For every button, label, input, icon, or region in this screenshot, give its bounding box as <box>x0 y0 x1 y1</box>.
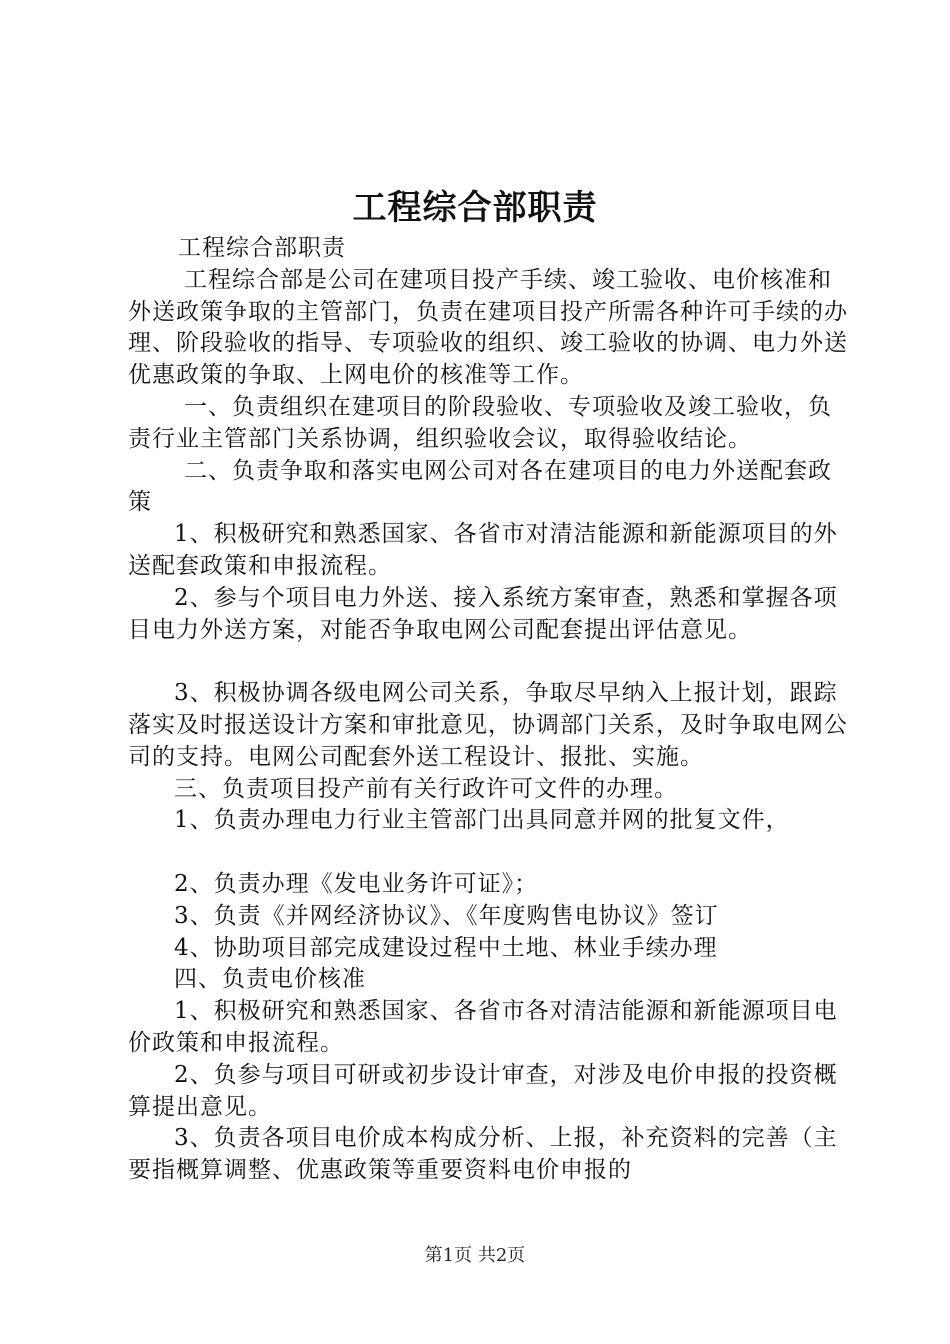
paragraph-section-1: 一、负责组织在建项目的阶段验收、专项验收及竣工验收，负责行业主管部门关系协调，组织验收会议，取得验收结论。 <box>128 393 832 452</box>
paragraph-section-4-item-2: 2、负参与项目可研或初步设计审查，对涉及电价申报的投资概算提出意见。 <box>128 1061 838 1120</box>
paragraph-section-3-item-4: 4、协助项目部完成建设过程中土地、林业手续办理 <box>174 934 718 961</box>
paragraph-intro: 工程综合部是公司在建项目投产手续、竣工验收、电价核准和外送政策争取的主管部门，负责在建项目投产所需各种许可手续的办理、阶段验收的指导、专项验收的组织、竣工验收的协调、电力外送优惠政策的争取、上网电价的核准等工作。 <box>128 266 848 389</box>
paragraph-section-4-item-3: 3、负责各项目电价成本构成分析、上报，补充资料的完善（主要指概算调整、优惠政策等重要资料电价申报的 <box>128 1125 838 1184</box>
paragraph-section-2-item-2: 2、参与个项目电力外送、接入系统方案审查，熟悉和掌握各项目电力外送方案，对能否争取电网公司配套提出评估意见。 <box>128 584 838 643</box>
paragraph-section-3-item-2: 2、负责办理《发电业务许可证》； <box>174 870 539 897</box>
page-footer: 第1页 共2页 <box>424 1245 526 1266</box>
paragraph-section-2-item-1: 1、积极研究和熟悉国家、各省市对清洁能源和新能源项目的外送配套政策和申报流程。 <box>128 521 838 579</box>
paragraph-section-4-item-1: 1、积极研究和熟悉国家、各省市各对清洁能源和新能源项目电价政策和申报流程。 <box>128 998 838 1056</box>
paragraph-section-3-item-1: 1、负责办理电力行业主管部门出具同意并网的批复文件， <box>174 807 790 834</box>
paragraph-section-3: 三、负责项目投产前有关行政许可文件的办理。 <box>174 775 678 802</box>
paragraph-section-2-item-3: 3、积极协调各级电网公司关系，争取尽早纳入上报计划，跟踪落实及时报送设计方案和审批意见，协调部门关系，及时争取电网公司的支持。电网公司配套外送工程设计、报批、实施。 <box>128 680 848 770</box>
paragraph-section-2: 二、负责争取和落实电网公司对各在建项目的电力外送配套政策 <box>128 457 832 516</box>
document-title: 工程综合部职责 <box>352 188 598 228</box>
document-body <box>128 233 848 1187</box>
paragraph-heading: 工程综合部职责 <box>178 235 346 261</box>
paragraph-section-3-item-3: 3、负责《并网经济协议》、《年度购售电协议》签订 <box>174 902 719 929</box>
paragraph-section-4: 四、负责电价核准 <box>174 966 366 993</box>
